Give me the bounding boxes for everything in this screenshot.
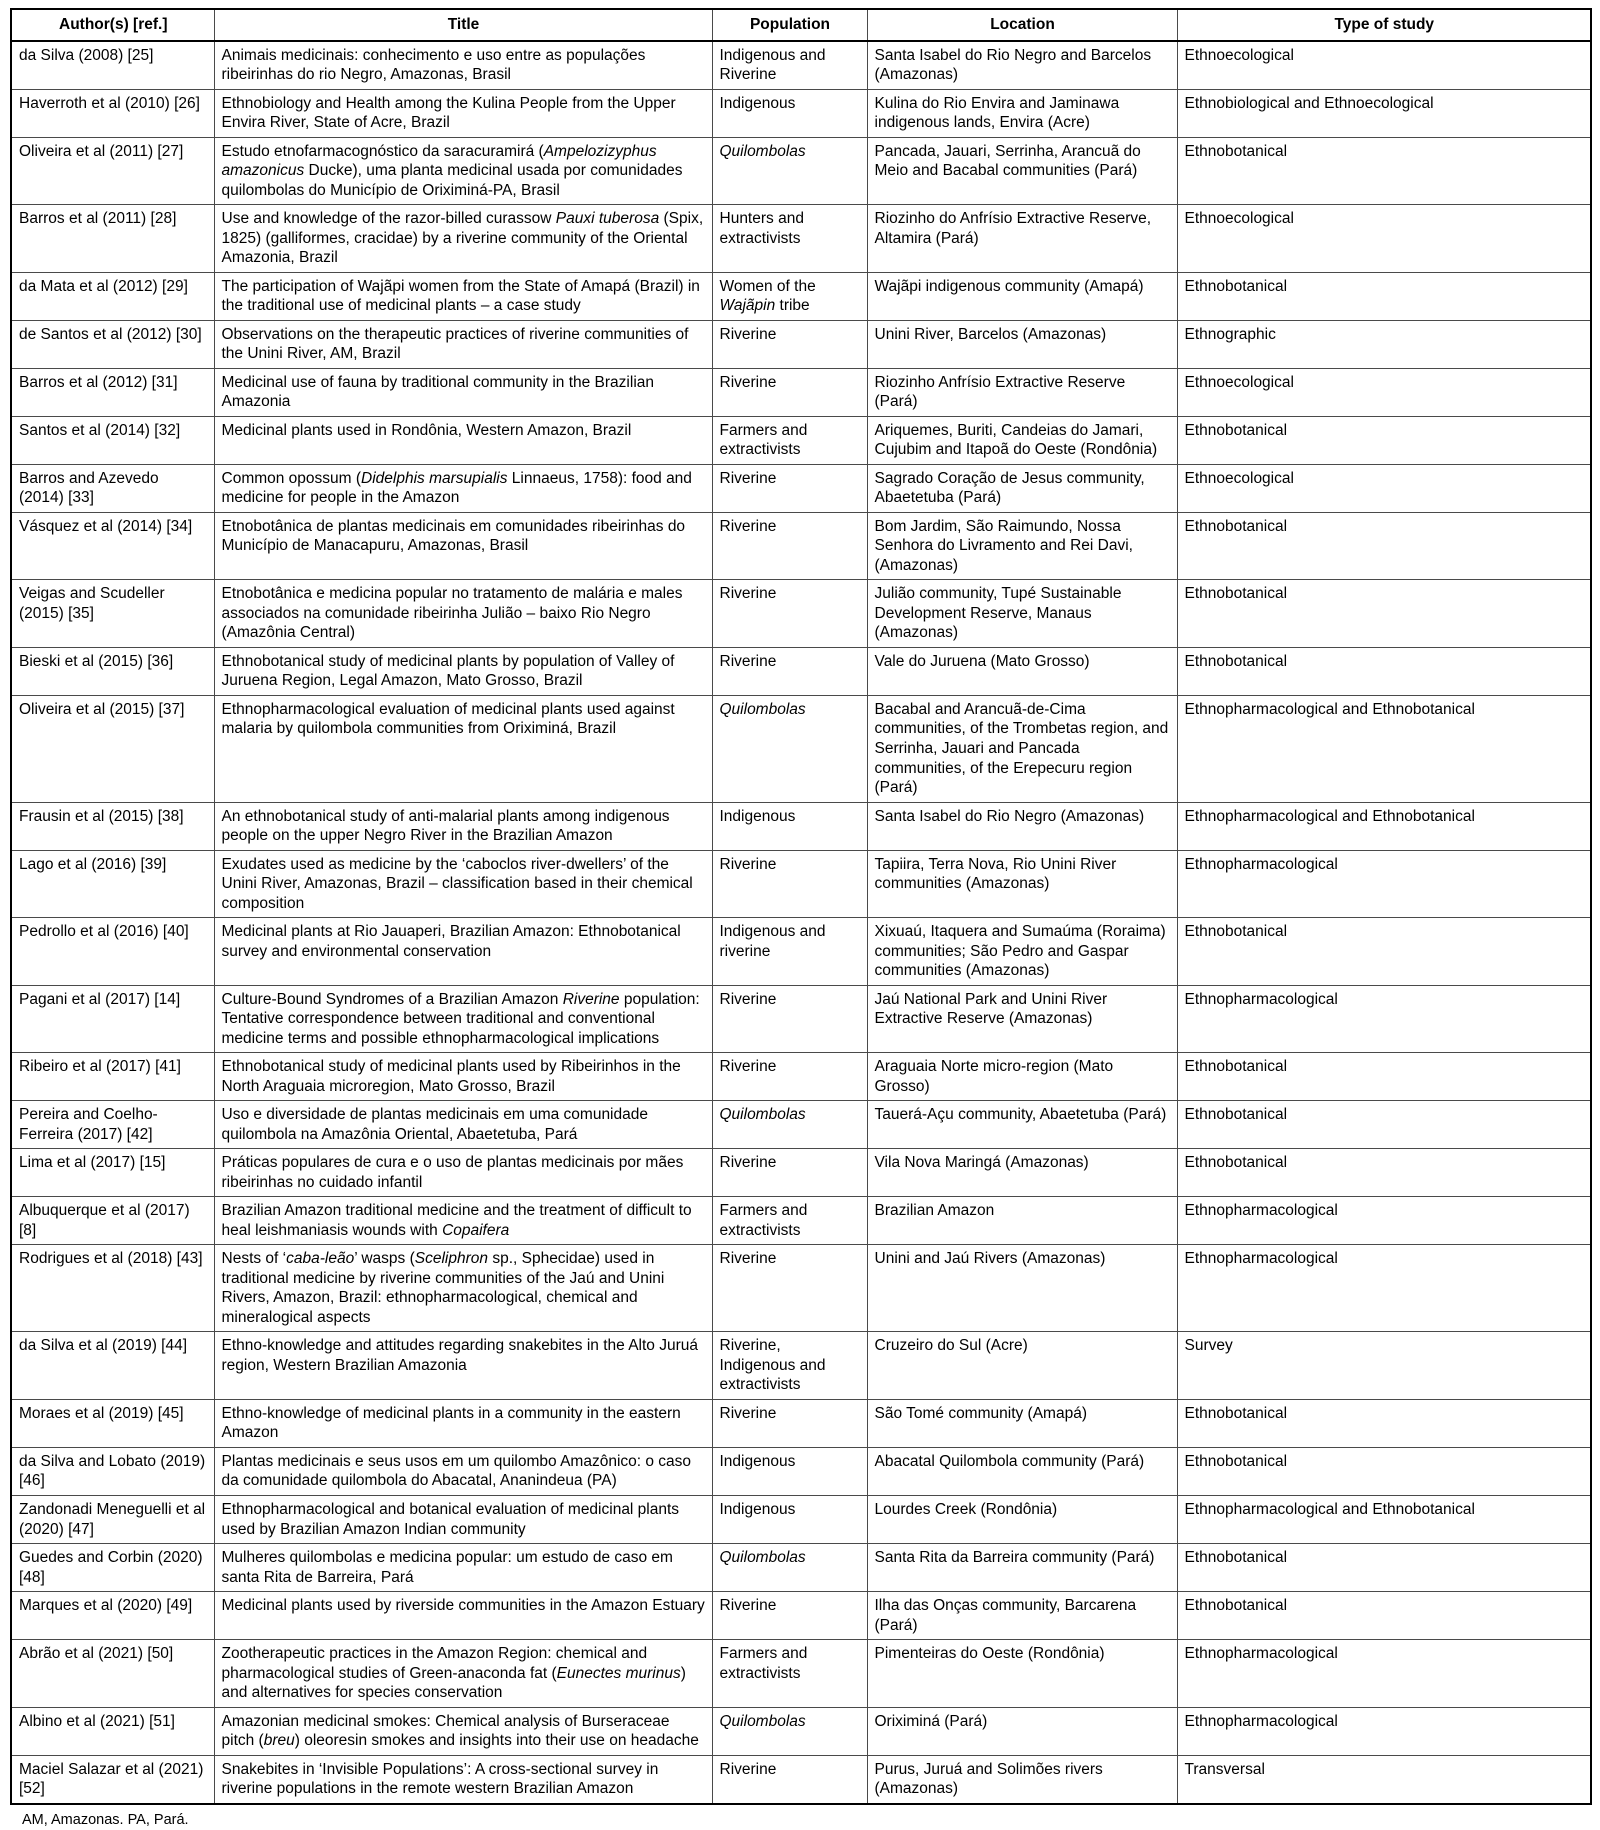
table-row — [11, 464, 1591, 512]
column-header-author: Author(s) [ref.] — [11, 9, 214, 41]
cell-author: Marques et al (2020) [49] — [11, 1592, 214, 1640]
cell-title: Brazilian Amazon traditional medicine and the treatment of difficult to heal leishmaniasis wounds with Copaifera — [214, 1197, 712, 1245]
cell-population: Indigenous and riverine — [712, 918, 867, 986]
cell-title: Snakebites in ‘Invisible Populations’: A cross-sectional survey in riverine populations in the remote western Brazilian Amazon — [214, 1755, 712, 1804]
table-row — [11, 580, 1591, 648]
cell-location: Santa Isabel do Rio Negro and Barcelos (Amazonas) — [867, 41, 1177, 90]
cell-author: Pedrollo et al (2016) [40] — [11, 918, 214, 986]
cell-type-of-study: Ethnoecological — [1177, 205, 1591, 273]
cell-location: Kulina do Rio Envira and Jaminawa indigenous lands, Envira (Acre) — [867, 89, 1177, 137]
cell-population: Farmers and extractivists — [712, 1640, 867, 1708]
table-row — [11, 647, 1591, 695]
cell-population: Hunters and extractivists — [712, 205, 867, 273]
cell-type-of-study: Ethnopharmacological — [1177, 985, 1591, 1053]
cell-population: Riverine — [712, 850, 867, 918]
cell-author: Ribeiro et al (2017) [41] — [11, 1053, 214, 1101]
cell-population: Riverine — [712, 1399, 867, 1447]
table-body — [11, 41, 1591, 1804]
cell-population: Riverine, Indigenous and extractivists — [712, 1332, 867, 1400]
cell-type-of-study: Ethnobotanical — [1177, 1544, 1591, 1592]
cell-type-of-study: Ethnobotanical — [1177, 416, 1591, 464]
cell-author: Bieski et al (2015) [36] — [11, 647, 214, 695]
cell-location: Vila Nova Maringá (Amazonas) — [867, 1149, 1177, 1197]
table-row — [11, 1755, 1591, 1804]
cell-type-of-study: Ethnobotanical — [1177, 512, 1591, 580]
cell-population: Riverine — [712, 985, 867, 1053]
table-row — [11, 918, 1591, 986]
cell-title: Culture-Bound Syndromes of a Brazilian Amazon Riverine population: Tentative correspondence between traditional and conventional medicine terms and possible ethnopharmacological implications — [214, 985, 712, 1053]
cell-population: Indigenous — [712, 1447, 867, 1495]
cell-author: da Silva and Lobato (2019) [46] — [11, 1447, 214, 1495]
cell-author: Santos et al (2014) [32] — [11, 416, 214, 464]
table-row — [11, 1447, 1591, 1495]
cell-type-of-study: Ethnopharmacological — [1177, 850, 1591, 918]
cell-author: Abrão et al (2021) [50] — [11, 1640, 214, 1708]
cell-population: Indigenous — [712, 802, 867, 850]
cell-location: Cruzeiro do Sul (Acre) — [867, 1332, 1177, 1400]
cell-population: Riverine — [712, 1245, 867, 1332]
cell-type-of-study: Ethnoecological — [1177, 41, 1591, 90]
column-header-population: Population — [712, 9, 867, 41]
cell-location: Araguaia Norte micro-region (Mato Grosso) — [867, 1053, 1177, 1101]
cell-type-of-study: Ethnobotanical — [1177, 137, 1591, 205]
cell-title: Animais medicinais: conhecimento e uso entre as populações ribeirinhas do rio Negro, Amazonas, Brasil — [214, 41, 712, 90]
cell-author: da Mata et al (2012) [29] — [11, 272, 214, 320]
cell-author: Maciel Salazar et al (2021) [52] — [11, 1755, 214, 1804]
cell-location: Pimenteiras do Oeste (Rondônia) — [867, 1640, 1177, 1708]
cell-title: Ethnopharmacological and botanical evaluation of medicinal plants used by Brazilian Amazon Indian community — [214, 1496, 712, 1544]
cell-location: Tauerá-Açu community, Abaetetuba (Pará) — [867, 1101, 1177, 1149]
table-row — [11, 512, 1591, 580]
cell-author: da Silva (2008) [25] — [11, 41, 214, 90]
cell-location: Vale do Juruena (Mato Grosso) — [867, 647, 1177, 695]
cell-population: Riverine — [712, 580, 867, 648]
table-row — [11, 985, 1591, 1053]
cell-location: Julião community, Tupé Sustainable Development Reserve, Manaus (Amazonas) — [867, 580, 1177, 648]
cell-location: Ilha das Onças community, Barcarena (Pará) — [867, 1592, 1177, 1640]
cell-title: The participation of Wajãpi women from the State of Amapá (Brazil) in the traditional use of medicinal plants – a case study — [214, 272, 712, 320]
cell-type-of-study: Transversal — [1177, 1755, 1591, 1804]
table-row — [11, 205, 1591, 273]
cell-population: Farmers and extractivists — [712, 416, 867, 464]
table-row — [11, 416, 1591, 464]
cell-location: Santa Rita da Barreira community (Pará) — [867, 1544, 1177, 1592]
cell-type-of-study: Ethnobotanical — [1177, 918, 1591, 986]
cell-author: Barros et al (2012) [31] — [11, 368, 214, 416]
table-row — [11, 1496, 1591, 1544]
cell-location: Santa Isabel do Rio Negro (Amazonas) — [867, 802, 1177, 850]
cell-type-of-study: Ethnographic — [1177, 320, 1591, 368]
cell-location: Lourdes Creek (Rondônia) — [867, 1496, 1177, 1544]
cell-location: Jaú National Park and Unini River Extractive Reserve (Amazonas) — [867, 985, 1177, 1053]
cell-location: Bacabal and Arancuã-de-Cima communities, of the Trombetas region, and Serrinha, Jauari and Pancada communities, of the Erepecuru region (Pará) — [867, 695, 1177, 802]
cell-population: Riverine — [712, 647, 867, 695]
cell-title: Medicinal plants at Rio Jauaperi, Brazilian Amazon: Ethnobotanical survey and environmental conservation — [214, 918, 712, 986]
cell-type-of-study: Ethnopharmacological — [1177, 1640, 1591, 1708]
cell-location: Pancada, Jauari, Serrinha, Arancuã do Meio and Bacabal communities (Pará) — [867, 137, 1177, 205]
cell-location: Wajãpi indigenous community (Amapá) — [867, 272, 1177, 320]
cell-type-of-study: Ethnobotanical — [1177, 1149, 1591, 1197]
cell-location: Bom Jardim, São Raimundo, Nossa Senhora do Livramento and Rei Davi, (Amazonas) — [867, 512, 1177, 580]
cell-location: Riozinho Anfrísio Extractive Reserve (Pará) — [867, 368, 1177, 416]
cell-title: Etnobotânica de plantas medicinais em comunidades ribeirinhas do Município de Manacapuru, Amazonas, Brasil — [214, 512, 712, 580]
cell-location: Purus, Juruá and Solimões rivers (Amazonas) — [867, 1755, 1177, 1804]
column-header-type-of-study: Type of study — [1177, 9, 1591, 41]
cell-author: Albino et al (2021) [51] — [11, 1707, 214, 1755]
cell-author: Frausin et al (2015) [38] — [11, 802, 214, 850]
cell-title: Medicinal plants used in Rondônia, Western Amazon, Brazil — [214, 416, 712, 464]
table-row — [11, 272, 1591, 320]
table-row — [11, 1399, 1591, 1447]
cell-population: Quilombolas — [712, 1101, 867, 1149]
cell-type-of-study: Ethnobotanical — [1177, 1592, 1591, 1640]
cell-population: Quilombolas — [712, 695, 867, 802]
table-header — [11, 9, 1591, 41]
cell-title: Ethno-knowledge and attitudes regarding snakebites in the Alto Juruá region, Western Brazilian Amazonia — [214, 1332, 712, 1400]
cell-author: Barros et al (2011) [28] — [11, 205, 214, 273]
cell-author: Pagani et al (2017) [14] — [11, 985, 214, 1053]
cell-population: Quilombolas — [712, 1707, 867, 1755]
cell-population: Indigenous and Riverine — [712, 41, 867, 90]
cell-author: Vásquez et al (2014) [34] — [11, 512, 214, 580]
cell-population: Quilombolas — [712, 137, 867, 205]
cell-location: Sagrado Coração de Jesus community, Abaetetuba (Pará) — [867, 464, 1177, 512]
cell-location: Riozinho do Anfrísio Extractive Reserve, Altamira (Pará) — [867, 205, 1177, 273]
cell-type-of-study: Ethnobotanical — [1177, 580, 1591, 648]
cell-author: Albuquerque et al (2017) [8] — [11, 1197, 214, 1245]
cell-author: Lima et al (2017) [15] — [11, 1149, 214, 1197]
header-row — [11, 9, 1591, 41]
table-row — [11, 1544, 1591, 1592]
cell-population: Riverine — [712, 512, 867, 580]
cell-type-of-study: Ethnobotanical — [1177, 1053, 1591, 1101]
cell-population: Riverine — [712, 464, 867, 512]
cell-location: Brazilian Amazon — [867, 1197, 1177, 1245]
table-row — [11, 41, 1591, 90]
cell-title: Exudates used as medicine by the ‘caboclos river-dwellers’ of the Unini River, Amazonas, Brazil – classification based in their chemical composition — [214, 850, 712, 918]
cell-title: Medicinal use of fauna by traditional community in the Brazilian Amazonia — [214, 368, 712, 416]
cell-title: Observations on the therapeutic practices of riverine communities of the Unini River, AM, Brazil — [214, 320, 712, 368]
cell-population: Riverine — [712, 1149, 867, 1197]
cell-population: Farmers and extractivists — [712, 1197, 867, 1245]
cell-title: Uso e diversidade de plantas medicinais em uma comunidade quilombola na Amazônia Oriental, Abaetetuba, Pará — [214, 1101, 712, 1149]
cell-title: An ethnobotanical study of anti-malarial plants among indigenous people on the upper Negro River in the Brazilian Amazon — [214, 802, 712, 850]
cell-population: Riverine — [712, 1053, 867, 1101]
cell-location: Oriximiná (Pará) — [867, 1707, 1177, 1755]
cell-type-of-study: Ethnopharmacological — [1177, 1245, 1591, 1332]
cell-type-of-study: Survey — [1177, 1332, 1591, 1400]
cell-author: Oliveira et al (2011) [27] — [11, 137, 214, 205]
table-row — [11, 1707, 1591, 1755]
table-row — [11, 1245, 1591, 1332]
table-row — [11, 1197, 1591, 1245]
cell-title: Common opossum (Didelphis marsupialis Linnaeus, 1758): food and medicine for people in the Amazon — [214, 464, 712, 512]
cell-type-of-study: Ethnobiological and Ethnoecological — [1177, 89, 1591, 137]
cell-type-of-study: Ethnopharmacological and Ethnobotanical — [1177, 802, 1591, 850]
cell-population: Quilombolas — [712, 1544, 867, 1592]
cell-population: Riverine — [712, 368, 867, 416]
cell-type-of-study: Ethnobotanical — [1177, 1447, 1591, 1495]
cell-type-of-study: Ethnopharmacological and Ethnobotanical — [1177, 695, 1591, 802]
cell-author: Oliveira et al (2015) [37] — [11, 695, 214, 802]
table-row — [11, 802, 1591, 850]
cell-author: Pereira and Coelho-Ferreira (2017) [42] — [11, 1101, 214, 1149]
cell-author: Barros and Azevedo (2014) [33] — [11, 464, 214, 512]
cell-title: Zootherapeutic practices in the Amazon Region: chemical and pharmacological studies of Green-anaconda fat (Eunectes murinus) and alternatives for species conservation — [214, 1640, 712, 1708]
cell-location: Tapiira, Terra Nova, Rio Unini River communities (Amazonas) — [867, 850, 1177, 918]
cell-type-of-study: Ethnopharmacological — [1177, 1707, 1591, 1755]
cell-location: Unini River, Barcelos (Amazonas) — [867, 320, 1177, 368]
table-row — [11, 89, 1591, 137]
cell-population: Riverine — [712, 320, 867, 368]
cell-location: Xixuaú, Itaquera and Sumaúma (Roraima) communities; São Pedro and Gaspar communities (Amazonas) — [867, 918, 1177, 986]
cell-author: Moraes et al (2019) [45] — [11, 1399, 214, 1447]
cell-location: São Tomé community (Amapá) — [867, 1399, 1177, 1447]
cell-population: Riverine — [712, 1755, 867, 1804]
table-row — [11, 1332, 1591, 1400]
cell-population: Indigenous — [712, 89, 867, 137]
cell-type-of-study: Ethnoecological — [1177, 464, 1591, 512]
table-footnote: AM, Amazonas. PA, Pará. — [22, 1811, 189, 1828]
cell-title: Estudo etnofarmacognóstico da saracuramirá (Ampelozizyphus amazonicus Ducke), uma planta medicinal usada por comunidades quilombolas do Município de Oriximiná-PA, Brasil — [214, 137, 712, 205]
table-row — [11, 1640, 1591, 1708]
column-header-title: Title — [214, 9, 712, 41]
cell-title: Ethnopharmacological evaluation of medicinal plants used against malaria by quilombola communities from Oriximiná, Brazil — [214, 695, 712, 802]
table-row — [11, 1053, 1591, 1101]
cell-author: Guedes and Corbin (2020) [48] — [11, 1544, 214, 1592]
cell-type-of-study: Ethnobotanical — [1177, 1399, 1591, 1447]
cell-location: Unini and Jaú Rivers (Amazonas) — [867, 1245, 1177, 1332]
table-row — [11, 320, 1591, 368]
cell-location: Abacatal Quilombola community (Pará) — [867, 1447, 1177, 1495]
cell-type-of-study: Ethnobotanical — [1177, 647, 1591, 695]
cell-title: Ethnobotanical study of medicinal plants by population of Valley of Juruena Region, Legal Amazon, Mato Grosso, Brazil — [214, 647, 712, 695]
cell-author: Haverroth et al (2010) [26] — [11, 89, 214, 137]
cell-title: Etnobotânica e medicina popular no tratamento de malária e males associados na comunidade ribeirinha Julião – baixo Rio Negro (Amazônia Central) — [214, 580, 712, 648]
cell-author: Rodrigues et al (2018) [43] — [11, 1245, 214, 1332]
cell-author: Zandonadi Meneguelli et al (2020) [47] — [11, 1496, 214, 1544]
cell-author: de Santos et al (2012) [30] — [11, 320, 214, 368]
column-header-location: Location — [867, 9, 1177, 41]
cell-title: Plantas medicinais e seus usos em um quilombo Amazônico: o caso da comunidade quilombola do Abacatal, Ananindeua (PA) — [214, 1447, 712, 1495]
cell-title: Amazonian medicinal smokes: Chemical analysis of Burseraceae pitch (breu) oleoresin smokes and insights into their use on headache — [214, 1707, 712, 1755]
table-row — [11, 368, 1591, 416]
table-row — [11, 695, 1591, 802]
cell-title: Práticas populares de cura e o uso de plantas medicinais por mães ribeirinhas no cuidado infantil — [214, 1149, 712, 1197]
table-row — [11, 137, 1591, 205]
cell-title: Ethnobotanical study of medicinal plants used by Ribeirinhos in the North Araguaia microregion, Mato Grosso, Brazil — [214, 1053, 712, 1101]
cell-title: Ethnobiology and Health among the Kulina People from the Upper Envira River, State of Acre, Brazil — [214, 89, 712, 137]
cell-population: Indigenous — [712, 1496, 867, 1544]
cell-title: Ethno-knowledge of medicinal plants in a community in the eastern Amazon — [214, 1399, 712, 1447]
cell-title: Nests of ‘caba-leão’ wasps (Sceliphron sp., Sphecidae) used in traditional medicine by riverine communities of the Jaú and Unini Rivers, Amazon, Brazil: ethnopharmacological, chemical and mineralogical aspects — [214, 1245, 712, 1332]
cell-author: da Silva et al (2019) [44] — [11, 1332, 214, 1400]
cell-author: Veigas and Scudeller (2015) [35] — [11, 580, 214, 648]
table-row — [11, 850, 1591, 918]
cell-author: Lago et al (2016) [39] — [11, 850, 214, 918]
cell-location: Ariquemes, Buriti, Candeias do Jamari, Cujubim and Itapoã do Oeste (Rondônia) — [867, 416, 1177, 464]
studies-table — [10, 8, 1592, 1805]
cell-type-of-study: Ethnopharmacological and Ethnobotanical — [1177, 1496, 1591, 1544]
cell-title: Medicinal plants used by riverside communities in the Amazon Estuary — [214, 1592, 712, 1640]
cell-type-of-study: Ethnobotanical — [1177, 272, 1591, 320]
cell-type-of-study: Ethnobotanical — [1177, 1101, 1591, 1149]
cell-population: Riverine — [712, 1592, 867, 1640]
table-row — [11, 1149, 1591, 1197]
cell-population: Women of the Wajãpin tribe — [712, 272, 867, 320]
table-row — [11, 1592, 1591, 1640]
cell-title: Use and knowledge of the razor-billed curassow Pauxi tuberosa (Spix, 1825) (galliformes, cracidae) by a riverine community of the Oriental Amazonia, Brazil — [214, 205, 712, 273]
cell-type-of-study: Ethnoecological — [1177, 368, 1591, 416]
cell-type-of-study: Ethnopharmacological — [1177, 1197, 1591, 1245]
cell-title: Mulheres quilombolas e medicina popular: um estudo de caso em santa Rita de Barreira, Pará — [214, 1544, 712, 1592]
table-row — [11, 1101, 1591, 1149]
